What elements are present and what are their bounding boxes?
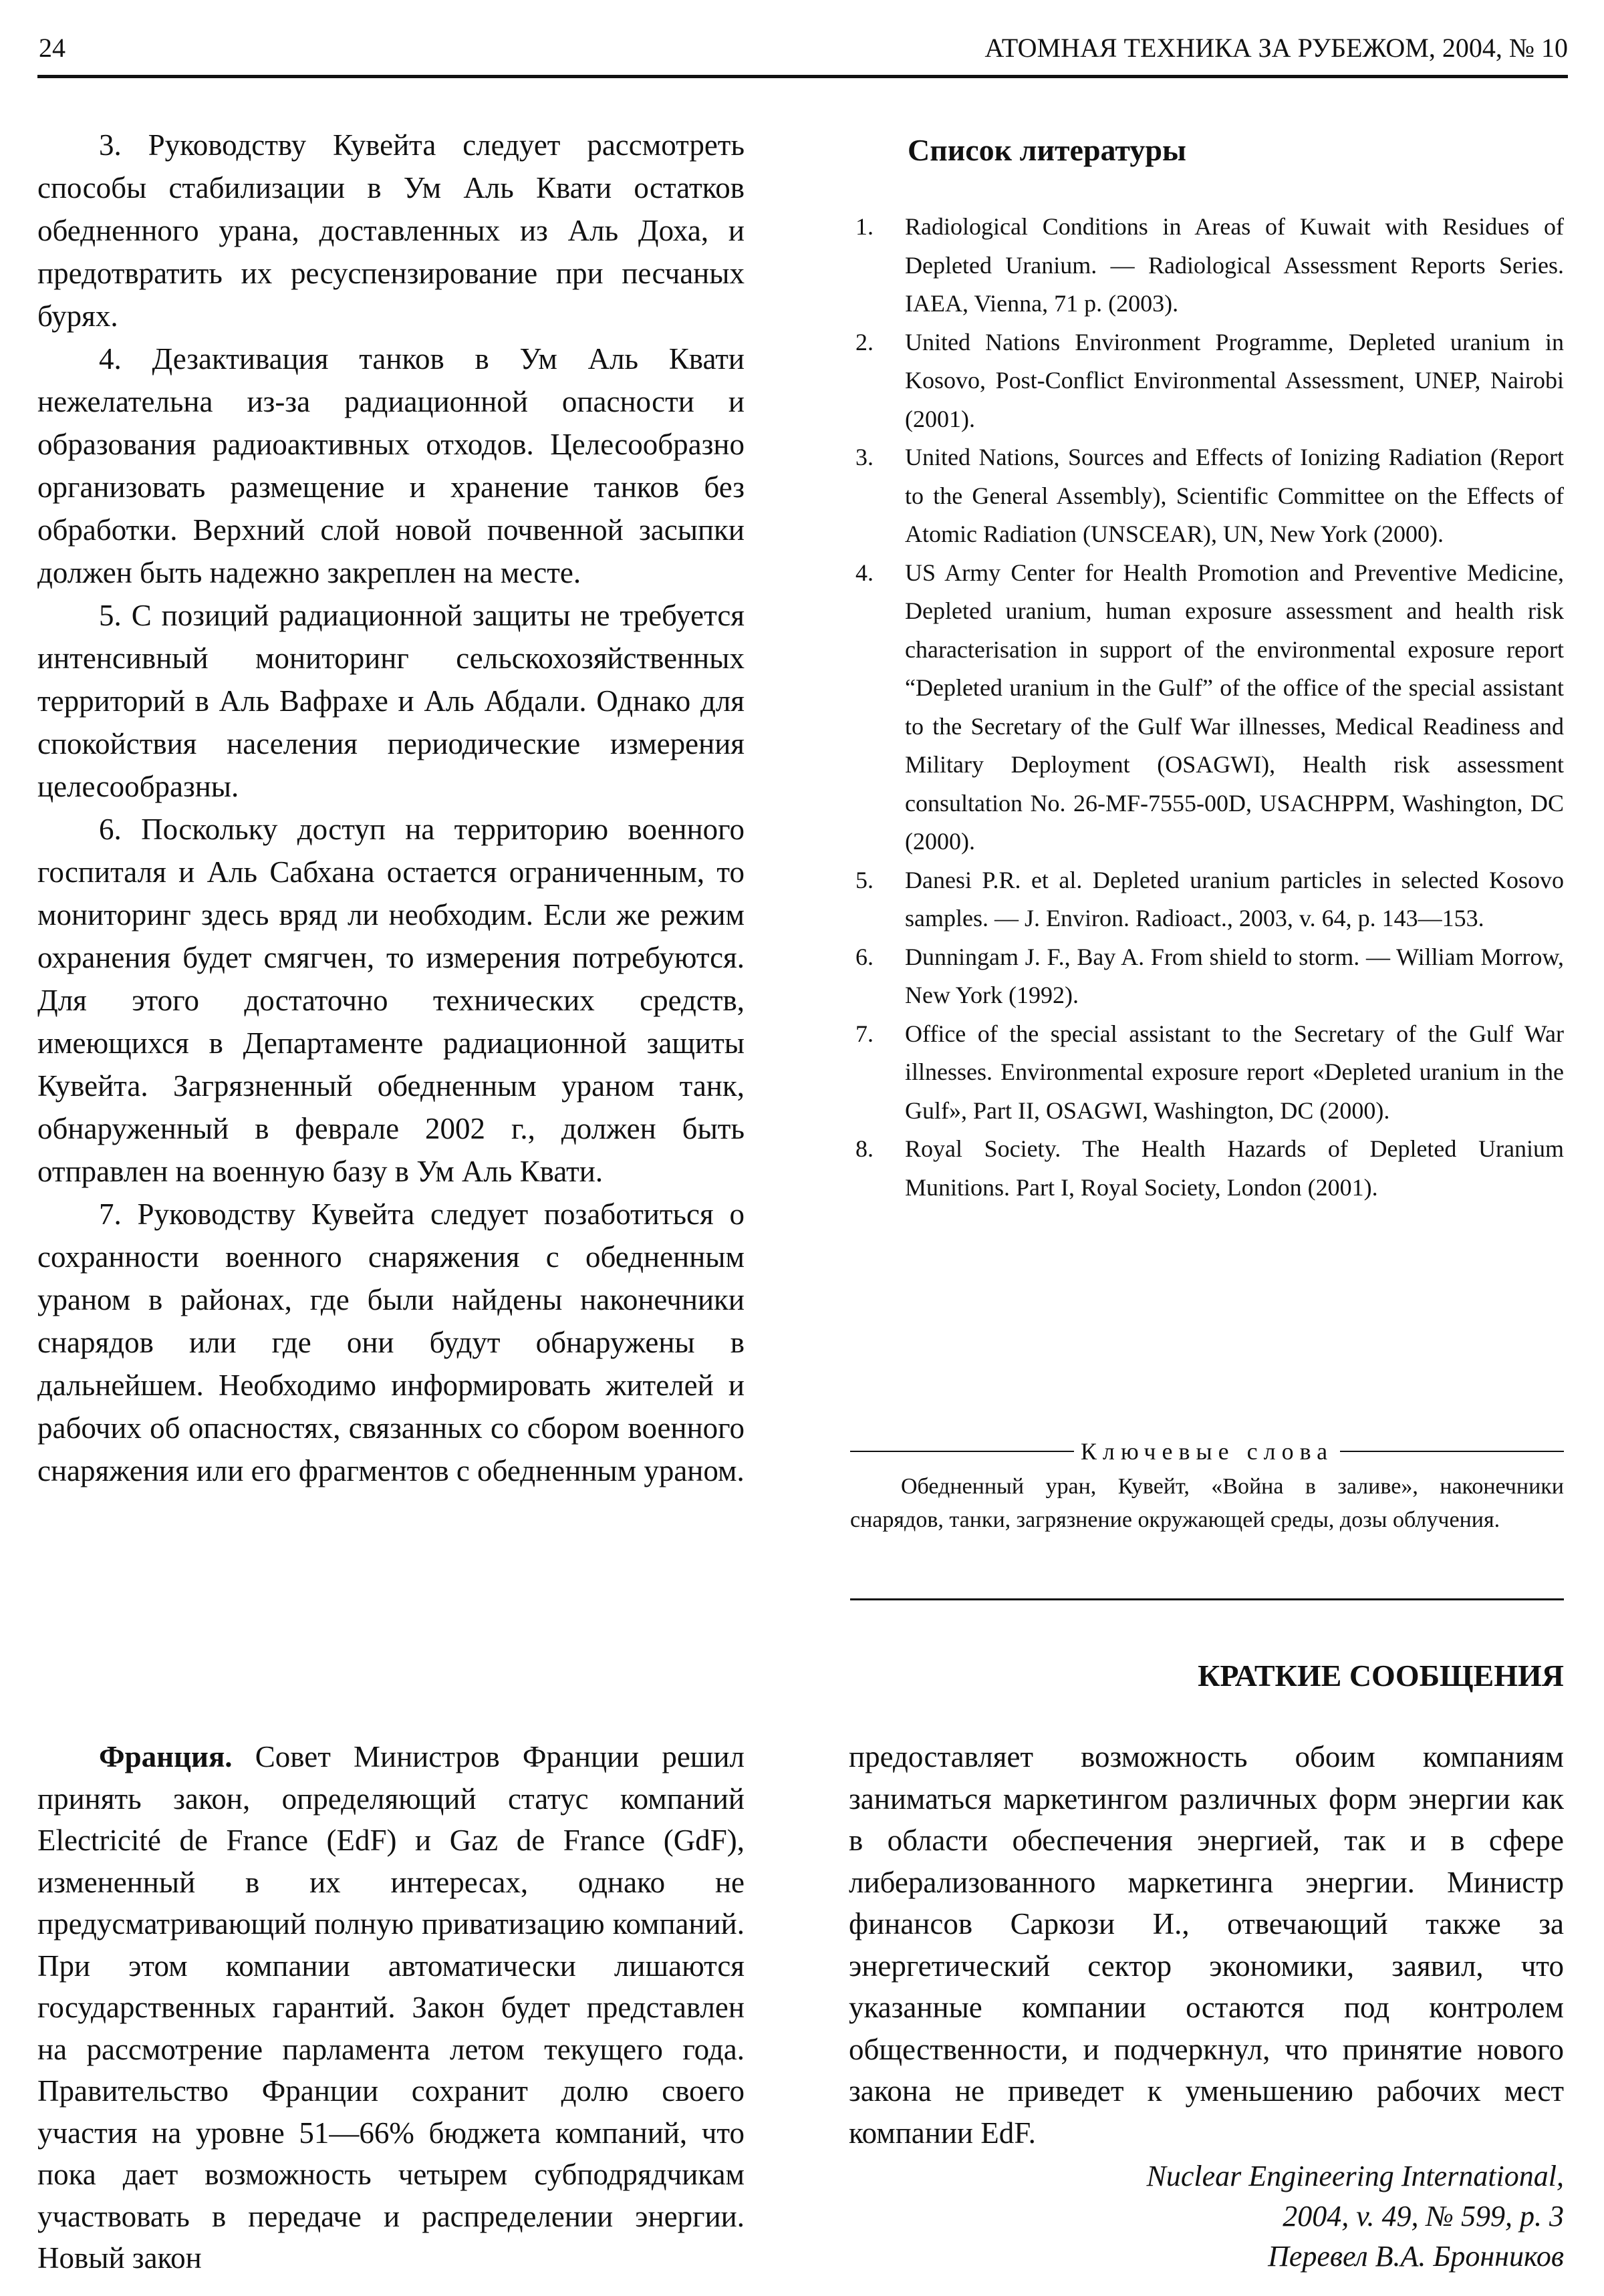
keywords-text: Обедненный уран, Кувейт, «Война в заливе», наконечники снарядов, танки, загрязнение окружающей среды, дозы облучения. bbox=[850, 1474, 1564, 1532]
news-item-france-continued bbox=[849, 1736, 1564, 2277]
reference-text: Office of the special assistant to the Secretary of the Gulf War illnesses. Environmental exposure report «Depleted uranium in the Gulf», Part II, OSAGWI, Washington, DC (2000). bbox=[905, 1020, 1564, 1124]
reference-number: 7. bbox=[855, 1020, 874, 1047]
reference-item bbox=[855, 323, 1564, 439]
news-item-france bbox=[37, 1736, 745, 2279]
conclusion-paragraph: 3. Руководству Кувейта следует рассмотреть способы стабилизации в Ум Аль Квати остатков обедненного урана, доставленных из Аль Доха, и предотвратить их ресуспензирование при песчаных бурях. bbox=[37, 128, 745, 333]
reference-text: Dunningam J. F., Bay A. From shield to storm. — William Morrow, New York (1992). bbox=[905, 943, 1564, 1008]
keywords-rule-left bbox=[850, 1451, 1074, 1452]
header-rule bbox=[37, 75, 1568, 78]
reference-item bbox=[855, 208, 1564, 323]
reference-number: 6. bbox=[855, 943, 874, 970]
reference-number: 3. bbox=[855, 444, 874, 470]
keywords-heading bbox=[850, 1437, 1564, 1466]
reference-text: US Army Center for Health Promotion and Preventive Medicine, Depleted uranium, human exposure assessment and health risk characterisation in support of the environmental exposure report “Depleted uranium in the Gulf” of the office of the special assistant to the Secretary of the Gulf War illnesses, Medical Readiness and Military Deployment (OSAGWI), Health risk assessment consultation No. 26-MF-7555-00D, USACHPPM, Washington, DC (2000). bbox=[905, 559, 1564, 855]
references-section bbox=[855, 124, 1564, 1207]
reference-item bbox=[855, 1130, 1564, 1207]
news-text-left: Совет Министров Франции решил принять закон, определяющий статус компаний Electricité de France (EdF) и Gaz de France (GdF), измененный в их интересах, однако не предусматривающий полную приватизацию компаний. При этом компании автоматически лишаются государственных гарантий. Закон будет представлен на рассмотрение парламента летом текущего года. Правительство Франции сохранит долю своего участия на уровне 51—66% бюджета компаний, что пока дает возможность четырем субподрядчикам участвовать в передаче и распределении энергии. Новый закон bbox=[37, 1740, 745, 2275]
page-header bbox=[37, 32, 1568, 79]
reference-number: 5. bbox=[855, 866, 874, 893]
conclusion-paragraph: 5. С позиций радиационной защиты не требуется интенсивный мониторинг сельскохозяйственных территорий в Аль Вафрахе и Аль Абдали. Однако для спокойствия населения периодические измерения целесообразны. bbox=[37, 599, 745, 803]
reference-text: Radiological Conditions in Areas of Kuwait with Residues of Depleted Uranium. — Radiological Assessment Reports Series. IAEA, Vienna, 71 p. (2003). bbox=[905, 213, 1564, 317]
translator-credit: Перевел В.А. Бронников bbox=[1268, 2240, 1564, 2273]
article-conclusions bbox=[37, 124, 745, 1492]
reference-text: United Nations Environment Programme, Depleted uranium in Kosovo, Post-Conflict Environmental Assessment, UNEP, Nairobi (2001). bbox=[905, 328, 1564, 432]
reference-number: 4. bbox=[855, 559, 874, 586]
reference-text: Royal Society. The Health Hazards of Depleted Uranium Munitions. Part I, Royal Society, London (2001). bbox=[905, 1135, 1564, 1201]
page-number: 24 bbox=[39, 33, 65, 63]
reference-item bbox=[855, 938, 1564, 1015]
reference-item bbox=[855, 554, 1564, 861]
keywords-rule-right bbox=[1340, 1451, 1564, 1452]
reference-item bbox=[855, 1015, 1564, 1131]
news-paragraph bbox=[37, 1736, 745, 2279]
conclusion-paragraph: 6. Поскольку доступ на территорию военного госпиталя и Аль Сабхана остается ограниченным, то мониторинг здесь вряд ли необходим. Если же режим охранения будет смягчен, то измерения потребуются. Для этого достаточно технических средств, имеющихся в Департаменте радиационной защиты Кувейта. Загрязненный обедненным ураном танк, обнаруженный в феврале 2002 г., должен быть отправлен на военную базу в Ум Аль Квати. bbox=[37, 813, 745, 1188]
news-source bbox=[849, 2156, 1564, 2277]
reference-text: Danesi P.R. et al. Depleted uranium particles in selected Kosovo samples. — J. Environ. Radioact., 2003, v. 64, p. 143—153. bbox=[905, 866, 1564, 931]
conclusion-paragraph: 7. Руководству Кувейта следует позаботиться о сохранности военного снаряжения с обедненным ураном в районах, где были найдены наконечники снарядов или где они будут обнаружены в дальнейшем. Необходимо информировать жителей и рабочих об опасностях, связанных со сбором военного снаряжения или его фрагментов с обедненным ураном. bbox=[37, 1197, 745, 1487]
source-journal: Nuclear Engineering International, bbox=[1146, 2160, 1564, 2192]
keywords-label: Ключевые слова bbox=[1080, 1438, 1334, 1465]
references-title: Список литературы bbox=[908, 133, 1186, 167]
reference-number: 2. bbox=[855, 328, 874, 355]
conclusion-paragraph: 4. Дезактивация танков в Ум Аль Квати нежелательна из-за радиационной опасности и образования радиоактивных отходов. Целесообразно организовать размещение и хранение танков без обработки. Верхний слой новой почвенной засыпки должен быть надежно закреплен на месте. bbox=[37, 342, 745, 589]
news-text-right: предоставляет возможность обоим компаниям заниматься маркетингом различных форм энергии как в области обеспечения энергией, так и в сфере либерализованного маркетинга энергии. Министр финансов Саркози И., отвечающий также за энергетический сектор экономики, заявил, что указанные компании остаются под контролем общественности, и подчеркнул, что принятие нового закона не приведет к уменьшению рабочих мест компании EdF. bbox=[849, 1740, 1564, 2150]
keywords-block bbox=[850, 1437, 1564, 1537]
keywords-bottom-rule bbox=[850, 1598, 1564, 1600]
source-issue: 2004, v. 49, № 599, p. 3 bbox=[1283, 2200, 1564, 2233]
reference-number: 8. bbox=[855, 1135, 874, 1162]
reference-item bbox=[855, 438, 1564, 554]
journal-title: АТОМНАЯ ТЕХНИКА ЗА РУБЕЖОМ, 2004, № 10 bbox=[984, 33, 1568, 63]
references-list bbox=[855, 208, 1564, 1207]
news-lead-country: Франция. bbox=[99, 1740, 233, 1773]
news-section-title: КРАТКИЕ СООБЩЕНИЯ bbox=[1198, 1659, 1564, 1693]
reference-text: United Nations, Sources and Effects of Ionizing Radiation (Report to the General Assembly), Scientific Committee on the Effects of Atomic Radiation (UNSCEAR), UN, New York (2000). bbox=[905, 444, 1564, 547]
reference-number: 1. bbox=[855, 213, 874, 240]
reference-item bbox=[855, 861, 1564, 938]
